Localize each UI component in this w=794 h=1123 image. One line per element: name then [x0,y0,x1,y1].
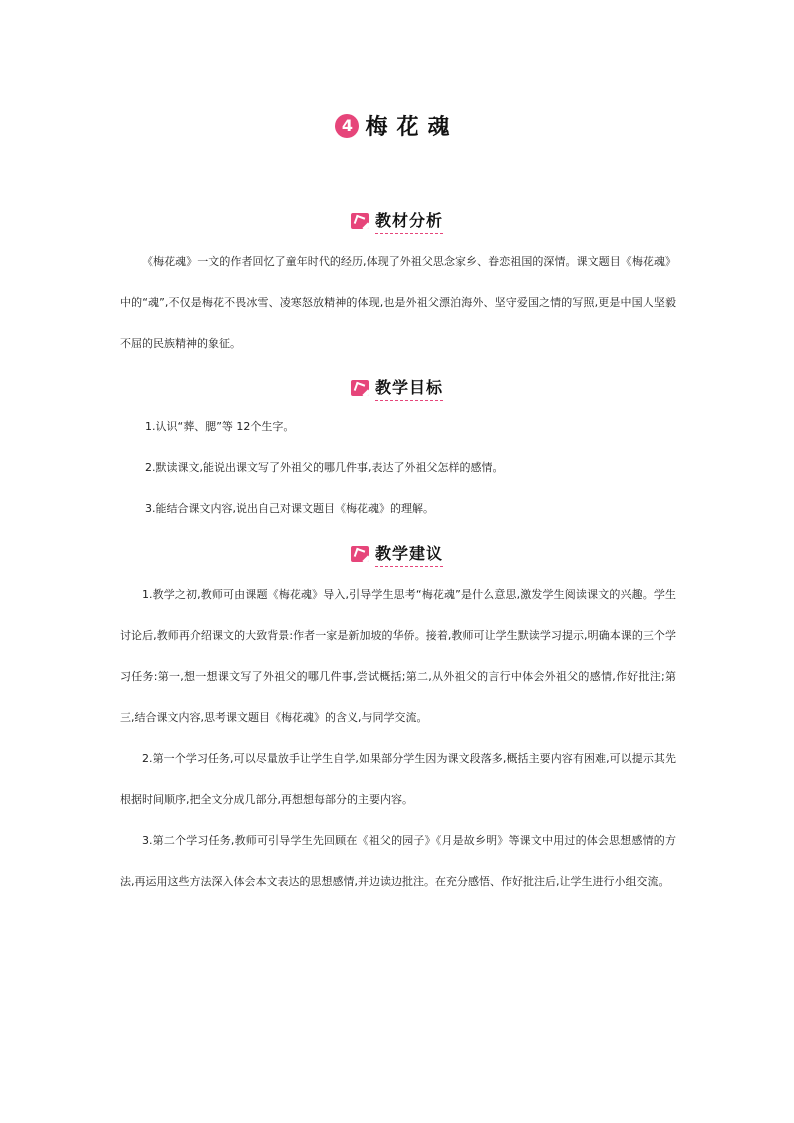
section-title-goals: 教学目标 [375,375,443,401]
lesson-title-text: 梅花魂 [365,114,459,140]
goal-item: 2.默读课文,能说出课文写了外祖父的哪几件事,表达了外祖父怎样的感情。 [145,461,504,474]
goal-item: 3.能结合课文内容,说出自己对课文题目《梅花魂》的理解。 [145,502,434,515]
suggestion-item: 3.第二个学习任务,教师可引导学生先回顾在《祖父的园子》《月是故乡明》等课文中用过的体会思想感情的方法,再运用这些方法深入体会本文表达的思想感情,并边读边批注。在充分感悟、作好批注后,让学生进行小组交流。 [120,834,676,888]
section-title-suggestions: 教学建议 [375,541,443,567]
lesson-title [0,110,794,141]
bookmark-arrow-icon [351,546,369,562]
section-header-goals [0,375,794,401]
bookmark-arrow-icon [351,213,369,229]
goal-item: 1.认识“葬、腮”等 12个生字。 [145,420,295,433]
suggestion-item: 1.教学之初,教师可由课题《梅花魂》导入,引导学生思考“梅花魂”是什么意思,激发学生阅读课文的兴趣。学生讨论后,教师再介绍课文的大致背景:作者一家是新加坡的华侨。接着,教师可让学生默读学习提示,明确本课的三个学习任务:第一,想一想课文写了外祖父的哪几件事,尝试概括;第二,从外祖父的言行中体会外祖父的感情,作好批注;第三,结合课文内容,思考课文题目《梅花魂》的含义,与同学交流。 [120,588,676,724]
suggestion-item: 2.第一个学习任务,可以尽量放手让学生自学,如果部分学生因为课文段落多,概括主要内容有困难,可以提示其先根据时间顺序,把全文分成几部分,再想想每部分的主要内容。 [120,752,676,806]
section-header-suggestions [0,541,794,567]
analysis-paragraph: 《梅花魂》一文的作者回忆了童年时代的经历,体现了外祖父思念家乡、眷恋祖国的深情。课文题目《梅花魂》中的“魂”,不仅是梅花不畏冰雪、凌寒怒放精神的体现,也是外祖父漂泊海外、坚守爱国之情的写照,更是中国人坚毅不屈的民族精神的象征。 [120,255,676,350]
lesson-number-badge: 4 [335,114,359,138]
suggestions-block [120,574,676,902]
section-header-analysis [0,208,794,234]
bookmark-arrow-icon [351,380,369,396]
analysis-block [120,241,676,364]
goals-block [120,406,676,529]
section-title-analysis: 教材分析 [375,208,443,234]
